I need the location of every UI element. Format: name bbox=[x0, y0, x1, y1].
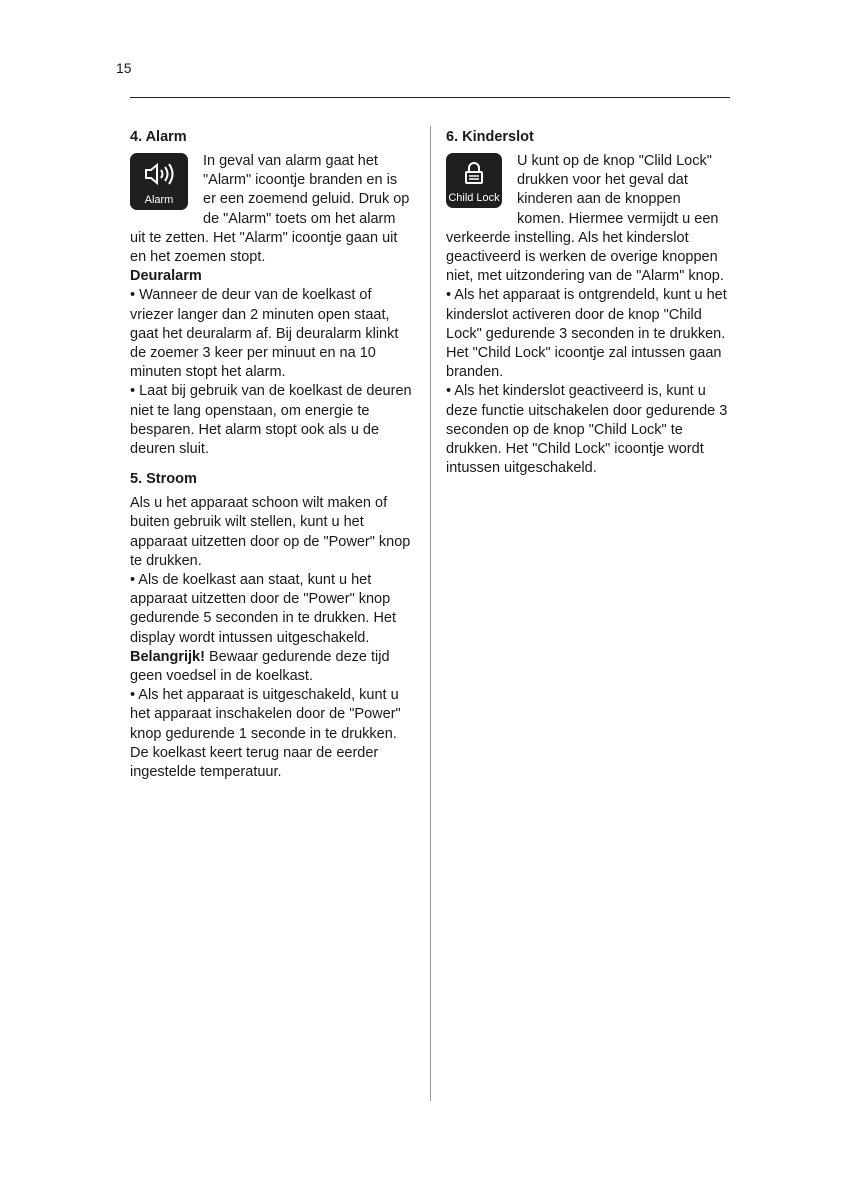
door-alarm-title: Deuralarm bbox=[130, 268, 202, 285]
childlock-button-illustration bbox=[446, 153, 502, 208]
childlock-bullet-1: • Als het apparaat is ontgrendeld, kunt u het kinderslot activeren door de knop "Child Lock" gedurende 3 seconden in te drukken. Het "Child Lock" icoontje zal intussen gaan branden. bbox=[446, 287, 727, 381]
power-important bbox=[130, 648, 413, 686]
childlock-icon-label: Child Lock bbox=[448, 192, 500, 204]
column-divider bbox=[430, 126, 431, 1101]
power-section-title: 5. Stroom bbox=[130, 471, 197, 488]
speaker-sound-icon bbox=[144, 153, 174, 194]
alarm-icon-label: Alarm bbox=[144, 194, 174, 206]
door-alarm-bullet-1: • Wanneer de deur van de koelkast of vriezer langer dan 2 minuten open staat, gaat het deuralarm af. Bij deuralarm klinkt de zoemer 3 keer per minuut en na 10 minuten stopt het alarm. bbox=[130, 287, 399, 381]
padlock-icon bbox=[465, 153, 483, 192]
childlock-section bbox=[446, 152, 729, 286]
power-bullet-1: • Als de koelkast aan staat, kunt u het apparaat uitzetten door de "Power" knop gedurende 5 seconden in te drukken. Het display wordt intussen uitgeschakeld. bbox=[130, 572, 397, 646]
alarm-description: In geval van alarm gaat het "Alarm" icoontje branden en is er een zoemend geluid. Druk op de "Alarm" toets om het alarm uit te zetten. Het "Alarm" icoontje gaan uit en het zoemen stopt. bbox=[130, 153, 410, 266]
childlock-section-title: 6. Kinderslot bbox=[446, 129, 534, 145]
important-label: Belangrijk! bbox=[130, 648, 205, 665]
alarm-button-illustration bbox=[130, 153, 188, 210]
power-intro: Als u het apparaat schoon wilt maken of buiten gebruik wilt stellen, kunt u het apparaat uitzetten door op de "Power" knop te drukken. bbox=[130, 495, 411, 569]
important-text: Bewaar gedurende deze tijd geen voedsel in de koelkast. bbox=[130, 648, 390, 685]
childlock-description: U kunt op de knop "Clild Lock" drukken voor het geval dat kinderen aan de knoppen komen. Hiermee vermijdt u een verkeerde instelling. Als het kinderslot geactiveerd is werken de overige knoppen niet, met uitzondering van de "Alarm" knop. bbox=[446, 153, 724, 285]
header-divider bbox=[130, 97, 730, 98]
childlock-bullet-2: • Als het kinderslot geactiveerd is, kunt u deze functie uitschakelen door gedurende 3 seconden op de knop "Child Lock" te drukken. Het "Child Lock" icoontje wordt intussen uitgeschakeld. bbox=[446, 383, 728, 477]
door-alarm-bullet-2: • Laat bij gebruik van de koelkast de deuren niet te lang openstaan, om energie te besparen. Het alarm stopt ook als u de deuren sluit. bbox=[130, 383, 412, 458]
alarm-section-title: 4. Alarm bbox=[130, 129, 187, 145]
left-column bbox=[130, 128, 413, 782]
power-bullet-2: • Als het apparaat is uitgeschakeld, kunt u het apparaat inschakelen door de "Power" knop gedurende 1 seconde in te drukken. De koelkast keert terug naar de eerder ingestelde temperatuur. bbox=[130, 687, 401, 781]
page-number: 15 bbox=[116, 60, 132, 76]
right-column bbox=[446, 128, 729, 478]
alarm-section bbox=[130, 152, 413, 267]
